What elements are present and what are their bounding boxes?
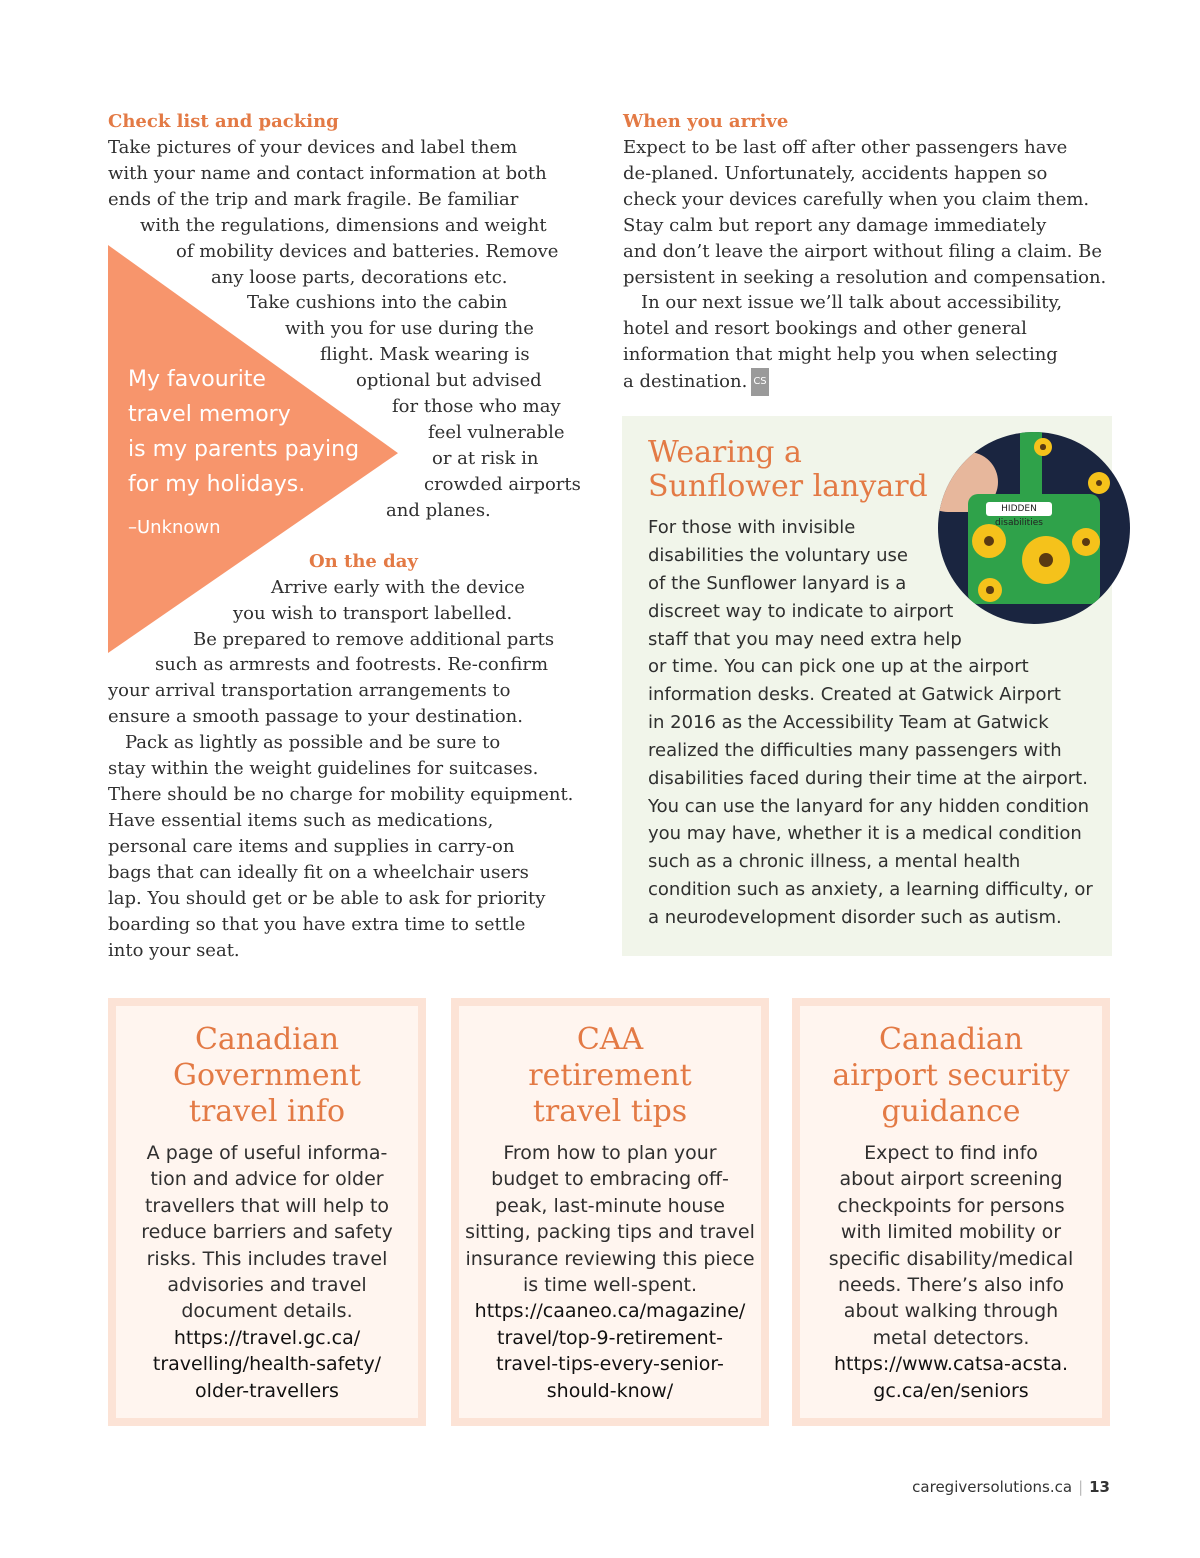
text-line: check your devices carefully when you claim them. bbox=[623, 189, 1090, 210]
body-line: A page of useful informa- bbox=[146, 1142, 388, 1164]
section-heading-on-the-day: On the day bbox=[309, 551, 418, 572]
text-line: your arrival transportation arrangements to bbox=[108, 680, 511, 701]
quote-line: is my parents paying bbox=[128, 437, 360, 462]
link-line[interactable]: gc.ca/en/seniors bbox=[873, 1379, 1029, 1402]
text-line: feel vulnerable bbox=[428, 422, 565, 443]
text-line: For those with invisible bbox=[648, 517, 856, 538]
resource-box-inner bbox=[116, 1006, 418, 1418]
section-heading-checklist: Check list and packing bbox=[108, 111, 339, 132]
sunflower-icon bbox=[1088, 472, 1110, 494]
text-line: of the Sunflower lanyard is a bbox=[648, 573, 907, 594]
resource-box-caa bbox=[451, 998, 769, 1426]
text-line: such as a chronic illness, a mental health bbox=[648, 851, 1021, 872]
quote-author: –Unknown bbox=[128, 517, 221, 538]
body-line: risks. This includes travel bbox=[146, 1247, 388, 1270]
resource-box-government bbox=[108, 998, 426, 1426]
body-line: about walking through bbox=[843, 1300, 1059, 1323]
text-line: you wish to transport labelled. bbox=[233, 603, 513, 624]
text-line: In our next issue we’ll talk about accessibility, bbox=[641, 292, 1063, 313]
text-line: crowded airports bbox=[424, 474, 581, 495]
resource-body bbox=[116, 1140, 418, 1404]
body-line: insurance reviewing this piece bbox=[465, 1247, 755, 1270]
text-line bbox=[623, 368, 769, 396]
link-line[interactable]: https://www.catsa-acsta. bbox=[833, 1353, 1069, 1376]
body-line: tion and advice for older bbox=[150, 1168, 384, 1191]
title-line: Canadian bbox=[194, 1022, 340, 1057]
body-line: budget to embracing off- bbox=[491, 1168, 729, 1191]
sunflower-box-title bbox=[648, 436, 928, 504]
title-line: guidance bbox=[881, 1094, 1021, 1129]
link-line[interactable]: older-travellers bbox=[195, 1379, 339, 1402]
body-line: checkpoints for persons bbox=[837, 1194, 1065, 1217]
quote-line: travel memory bbox=[128, 402, 291, 427]
text-line: with your name and contact information at both bbox=[108, 163, 547, 184]
body-line: sitting, packing tips and travel bbox=[465, 1221, 755, 1244]
text-line: staff that you may need extra help bbox=[648, 629, 962, 650]
text-line: you may have, whether it is a medical condition bbox=[648, 823, 1082, 844]
body-line: about airport screening bbox=[839, 1168, 1063, 1191]
text-line: optional but advised bbox=[356, 370, 542, 391]
body-line: specific disability/medical bbox=[828, 1247, 1074, 1270]
title-line: Canadian bbox=[878, 1022, 1024, 1057]
link-line[interactable]: https://travel.gc.ca/ bbox=[173, 1326, 361, 1349]
text-line: and planes. bbox=[386, 500, 491, 521]
page-number: 13 bbox=[1089, 1478, 1110, 1496]
text-line: realized the difficulties many passengers with bbox=[648, 740, 1062, 761]
text-line: and don’t leave the airport without filing a claim. Be bbox=[623, 241, 1102, 262]
sunflower-icon bbox=[1022, 536, 1070, 584]
link-line[interactable]: should-know/ bbox=[546, 1379, 674, 1402]
text-line: discreet way to indicate to airport bbox=[648, 601, 954, 622]
text-line: personal care items and supplies in carry-on bbox=[108, 836, 515, 857]
resource-title bbox=[800, 1022, 1102, 1130]
link-line[interactable]: travelling/health-safety/ bbox=[152, 1353, 382, 1376]
body-line: metal detectors. bbox=[872, 1326, 1030, 1349]
resource-title bbox=[116, 1022, 418, 1130]
text-line: disabilities faced during their time at the airport. bbox=[648, 768, 1088, 789]
body-line: advisories and travel bbox=[167, 1274, 367, 1297]
end-mark-icon: CS bbox=[751, 368, 768, 396]
body-line: is time well-spent. bbox=[522, 1274, 697, 1297]
link-line[interactable]: travel/top-9-retirement- bbox=[497, 1326, 723, 1349]
body-line: peak, last-minute house bbox=[495, 1194, 725, 1217]
body-line: From how to plan your bbox=[503, 1142, 717, 1164]
section-heading-when-you-arrive: When you arrive bbox=[623, 111, 789, 132]
text-line: condition such as anxiety, a learning difficulty, or bbox=[648, 879, 1093, 900]
link-line[interactable]: travel-tips-every-senior- bbox=[496, 1353, 724, 1376]
body-line: needs. There’s also info bbox=[838, 1274, 1064, 1297]
title-line: Government bbox=[173, 1058, 361, 1093]
text-line: disabilities the voluntary use bbox=[648, 545, 908, 566]
title-line: travel tips bbox=[532, 1094, 688, 1129]
resource-body bbox=[459, 1140, 761, 1404]
title-line: Wearing a bbox=[648, 435, 802, 470]
resource-box-inner bbox=[800, 1006, 1102, 1418]
text-line: any loose parts, decorations etc. bbox=[211, 267, 508, 288]
resource-box-inner bbox=[459, 1006, 761, 1418]
pull-quote bbox=[128, 362, 359, 502]
text-line: such as armrests and footrests. Re-confirm bbox=[155, 654, 549, 675]
title-line: Sunflower lanyard bbox=[648, 469, 928, 504]
body-line: document details. bbox=[181, 1300, 353, 1323]
sunflower-icon bbox=[1034, 438, 1052, 456]
footer-divider: | bbox=[1078, 1478, 1084, 1496]
body-line: Expect to find info bbox=[864, 1142, 1038, 1164]
sunflower-lanyard-photo bbox=[938, 432, 1130, 624]
text-line: lap. You should get or be able to ask for priority bbox=[108, 888, 546, 909]
text-line: ensure a smooth passage to your destination. bbox=[108, 706, 523, 727]
text-line: stay within the weight guidelines for suitcases. bbox=[108, 758, 539, 779]
text-line: flight. Mask wearing is bbox=[320, 344, 530, 365]
text-line: with you for use during the bbox=[285, 318, 534, 339]
title-line: travel info bbox=[188, 1094, 346, 1129]
resource-box-airport-security bbox=[792, 998, 1110, 1426]
text-line: Take pictures of your devices and label them bbox=[108, 137, 518, 158]
text-line: Have essential items such as medications, bbox=[108, 810, 494, 831]
link-line[interactable]: https://caaneo.ca/magazine/ bbox=[474, 1300, 746, 1323]
text-line: Be prepared to remove additional parts bbox=[193, 629, 555, 650]
text-line: ends of the trip and mark fragile. Be familiar bbox=[108, 189, 519, 210]
text-line: into your seat. bbox=[108, 940, 240, 961]
resource-title bbox=[459, 1022, 761, 1130]
text-line: information that might help you when selecting bbox=[623, 344, 1058, 365]
sunflower-icon bbox=[1072, 528, 1100, 556]
body-line: travellers that will help to bbox=[144, 1194, 390, 1217]
resource-link[interactable] bbox=[800, 1351, 1102, 1404]
quote-line: for my holidays. bbox=[128, 472, 306, 497]
text-line: You can use the lanyard for any hidden condition bbox=[648, 796, 1089, 817]
text-line: bags that can ideally fit on a wheelchair users bbox=[108, 862, 529, 883]
body-line: reduce barriers and safety bbox=[141, 1221, 393, 1244]
footer-site: caregiversolutions.ca bbox=[912, 1478, 1073, 1496]
text-line-end: a destination. bbox=[623, 371, 748, 392]
text-line: de-planed. Unfortunately, accidents happen so bbox=[623, 163, 1048, 184]
text-line: Arrive early with the device bbox=[271, 577, 525, 598]
text-line: for those who may bbox=[392, 396, 561, 417]
text-line: in 2016 as the Accessibility Team at Gatwick bbox=[648, 712, 1049, 733]
text-line: with the regulations, dimensions and weight bbox=[140, 215, 547, 236]
body-line: with limited mobility or bbox=[840, 1221, 1062, 1244]
text-line: There should be no charge for mobility equipment. bbox=[108, 784, 574, 805]
title-line: CAA bbox=[576, 1022, 644, 1057]
sunflower-icon bbox=[978, 578, 1002, 602]
text-line: or at risk in bbox=[432, 448, 539, 469]
text-line: information desks. Created at Gatwick Airport bbox=[648, 684, 1061, 705]
resource-body bbox=[800, 1140, 1102, 1404]
text-line: Expect to be last off after other passengers have bbox=[623, 137, 1068, 158]
text-line: or time. You can pick one up at the airport bbox=[648, 656, 1029, 677]
text-line: Pack as lightly as possible and be sure to bbox=[125, 732, 501, 753]
text-line: Stay calm but report any damage immediately bbox=[623, 215, 1047, 236]
text-line: of mobility devices and batteries. Remove bbox=[176, 241, 559, 262]
text-line: persistent in seeking a resolution and compensation. bbox=[623, 267, 1107, 288]
title-line: retirement bbox=[528, 1058, 692, 1093]
page-footer bbox=[912, 1478, 1110, 1496]
title-line: airport security bbox=[832, 1058, 1070, 1093]
hidden-disabilities-label: HIDDEN disabilities bbox=[986, 502, 1052, 516]
text-line: boarding so that you have extra time to settle bbox=[108, 914, 526, 935]
quote-line: My favourite bbox=[128, 367, 266, 392]
text-line: hotel and resort bookings and other general bbox=[623, 318, 1027, 339]
text-line: a neurodevelopment disorder such as autism. bbox=[648, 907, 1062, 928]
text-line: Take cushions into the cabin bbox=[247, 292, 508, 313]
resource-link[interactable] bbox=[459, 1298, 761, 1404]
resource-link[interactable] bbox=[116, 1325, 418, 1404]
